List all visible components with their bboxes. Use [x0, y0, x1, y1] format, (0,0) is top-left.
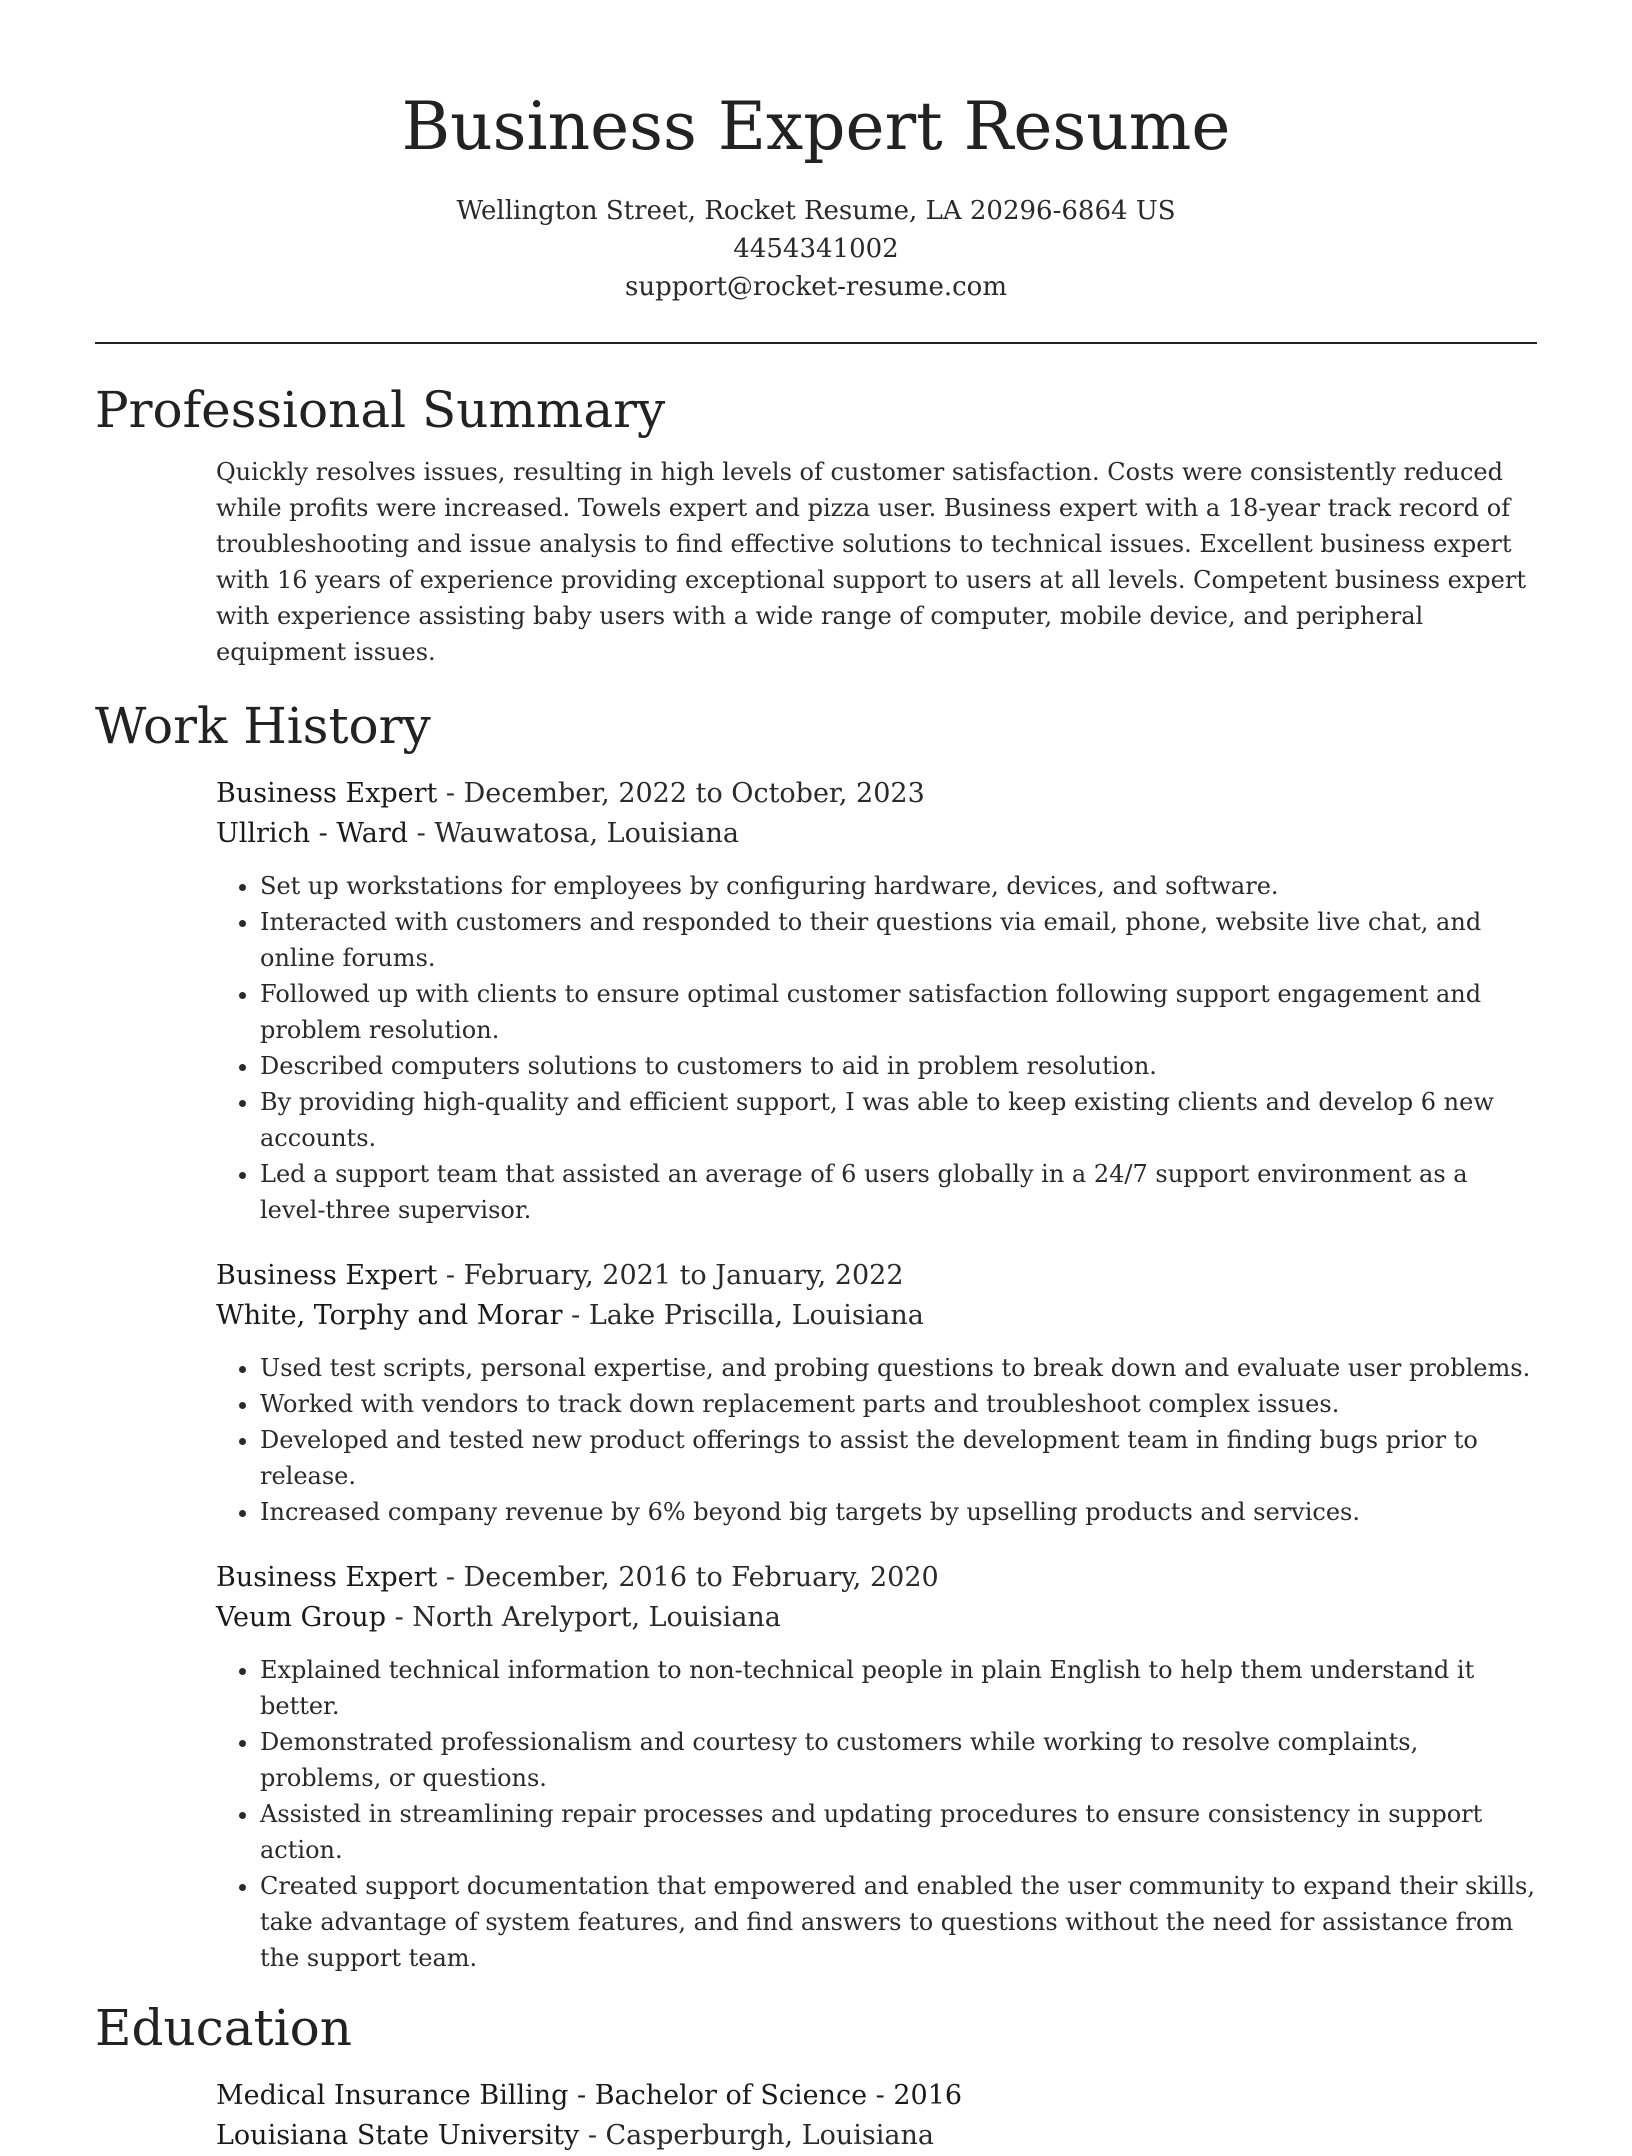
job-dates: - February, 2021 to January, 2022 [437, 1260, 904, 1291]
job-bullet: • Interacted with customers and responded to their questions via email, phone, website live chat, and online forums. [260, 904, 1537, 976]
contact-info [95, 192, 1537, 306]
resume-title: Business Expert Resume [401, 88, 1231, 165]
job-entry [216, 1558, 1537, 1976]
education-school-line [216, 2116, 1537, 2156]
work-history-heading: Work History [95, 697, 431, 755]
job-role: Business Expert [216, 778, 438, 809]
job-bullet: • By providing high-quality and efficient support, I was able to keep existing clients and develop 6 new accounts. [260, 1084, 1537, 1156]
job-title-line [216, 774, 1537, 814]
work-history-list [216, 774, 1537, 1976]
job-bullets [216, 868, 1537, 1228]
education-location: - Casperburgh, Louisiana [579, 2120, 935, 2151]
job-bullet: • Explained technical information to non-technical people in plain English to help them understand it better. [260, 1652, 1537, 1724]
job-dates: - December, 2016 to February, 2020 [437, 1562, 939, 1593]
contact-phone: 4454341002 [733, 234, 899, 264]
job-bullet: • Led a support team that assisted an average of 6 users globally in a 24/7 support environment as a level-three supervisor. [260, 1156, 1537, 1228]
job-bullet: • Demonstrated professionalism and courtesy to customers while working to resolve complaints, problems, or questions. [260, 1724, 1537, 1796]
job-company: Veum Group [216, 1602, 386, 1633]
job-bullet: • Developed and tested new product offerings to assist the development team in finding bugs prior to release. [260, 1422, 1537, 1494]
job-company-line [216, 1296, 1537, 1336]
job-company-line [216, 1598, 1537, 1638]
header-divider [95, 342, 1537, 344]
job-bullet: • Used test scripts, personal expertise, and probing questions to break down and evaluate user problems. [260, 1350, 1537, 1386]
job-bullet: • Increased company revenue by 6% beyond big targets by upselling products and services. [260, 1494, 1537, 1530]
job-title-line [216, 1558, 1537, 1598]
job-bullets [216, 1652, 1537, 1976]
contact-email: support@rocket-resume.com [624, 272, 1007, 302]
summary-heading: Professional Summary [95, 381, 666, 439]
job-bullet: • Described computers solutions to customers to aid in problem resolution. [260, 1048, 1537, 1084]
job-title-line [216, 1256, 1537, 1296]
job-bullet: • Set up workstations for employees by configuring hardware, devices, and software. [260, 868, 1537, 904]
job-bullet: • Worked with vendors to track down replacement parts and troubleshoot complex issues. [260, 1386, 1537, 1422]
job-company: White, Torphy and Morar [216, 1300, 563, 1331]
job-location: - North Arelyport, Louisiana [385, 1602, 781, 1633]
education-heading: Education [95, 1999, 352, 2057]
job-entry [216, 1256, 1537, 1530]
job-company: Ullrich - Ward [216, 818, 409, 849]
summary-text: Quickly resolves issues, resulting in high levels of customer satisfaction. Costs were consistently reduced while profits were increased. Towels expert and pizza user. Business expert with a 18-year track record of troubleshooting and issue analysis to find effective solutions to technical issues. Excellent business expert with 16 years of experience providing exceptional support to users at all levels. Competent business expert with experience assisting baby users with a wide range of computer, mobile device, and peripheral equipment issues. [216, 458, 1526, 666]
job-role: Business Expert [216, 1260, 438, 1291]
job-role: Business Expert [216, 1562, 438, 1593]
job-location: - Wauwatosa, Louisiana [408, 818, 739, 849]
education-degree: Medical Insurance Billing - Bachelor of Science - 2016 [216, 2080, 963, 2111]
job-bullets [216, 1350, 1537, 1530]
contact-address: Wellington Street, Rocket Resume, LA 20296-6864 US [456, 196, 1176, 226]
resume-header [95, 0, 1537, 306]
education-school: Louisiana State University [216, 2120, 580, 2151]
job-entry [216, 774, 1537, 1228]
job-dates: - December, 2022 to October, 2023 [437, 778, 925, 809]
job-location: - Lake Priscilla, Louisiana [562, 1300, 924, 1331]
job-company-line [216, 814, 1537, 854]
job-bullet: • Assisted in streamlining repair processes and updating procedures to ensure consistency in support action. [260, 1796, 1537, 1868]
job-bullet: • Created support documentation that empowered and enabled the user community to expand their skills, take advantage of system features, and find answers to questions without the need for assistance from the support team. [260, 1868, 1537, 1976]
job-bullet: • Followed up with clients to ensure optimal customer satisfaction following support engagement and problem resolution. [260, 976, 1537, 1048]
education-entry [216, 2076, 1537, 2156]
